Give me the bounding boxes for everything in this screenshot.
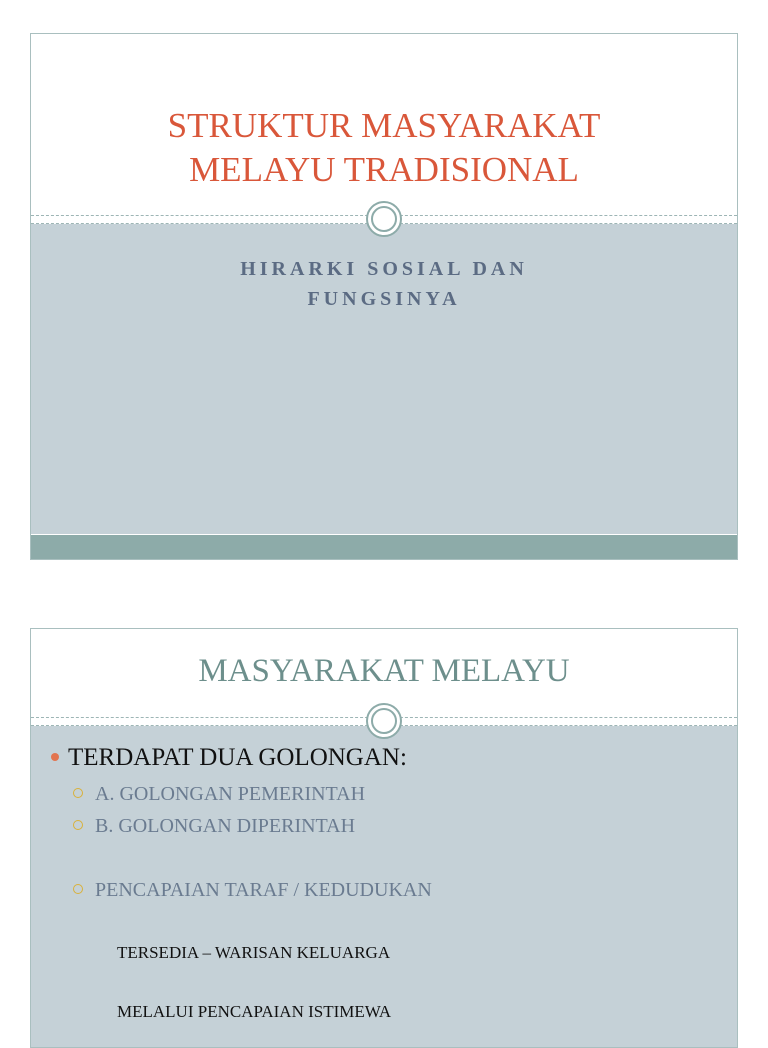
title-area — [31, 34, 737, 215]
title-line-1: STRUKTUR MASYARAKAT — [167, 106, 601, 145]
ring-bullet-icon — [73, 788, 83, 798]
bullet-text: TERDAPAT DUA GOLONGAN: — [68, 744, 407, 771]
sub-bullet-item — [73, 879, 432, 902]
sub-bullet-text: B. GOLONGAN DIPERINTAH — [95, 815, 356, 837]
footer-band — [31, 535, 737, 559]
sub-bullet-text: PENCAPAIAN TARAF / KEDUDUKAN — [95, 879, 432, 901]
subtitle-line-2: FUNGSINYA — [307, 288, 461, 310]
slide-heading: MASYARAKAT MELAYU — [198, 653, 570, 689]
slide-title — [30, 33, 738, 560]
slide-subtitle — [31, 254, 737, 314]
detail-line: MELALUI PENCAPAIAN ISTIMEWA — [117, 1002, 392, 1021]
circle-ornament-icon — [366, 703, 402, 739]
sub-bullet-item — [73, 783, 365, 806]
title-line-2: MELAYU TRADISIONAL — [189, 150, 579, 189]
subtitle-line-1: HIRARKI SOSIAL DAN — [240, 258, 528, 280]
detail-line: TERSEDIA – WARISAN KELUARGA — [117, 943, 391, 962]
sub-bullet-item — [73, 815, 355, 838]
ring-bullet-icon — [73, 884, 83, 894]
circle-ornament-icon — [366, 201, 402, 237]
slide-title-heading — [31, 104, 737, 192]
bullet-dot-icon — [51, 753, 59, 761]
sub-bullet-text: A. GOLONGAN PEMERINTAH — [95, 783, 366, 805]
slide-content — [30, 628, 738, 1048]
bullet-item — [51, 744, 407, 772]
ring-bullet-icon — [73, 820, 83, 830]
